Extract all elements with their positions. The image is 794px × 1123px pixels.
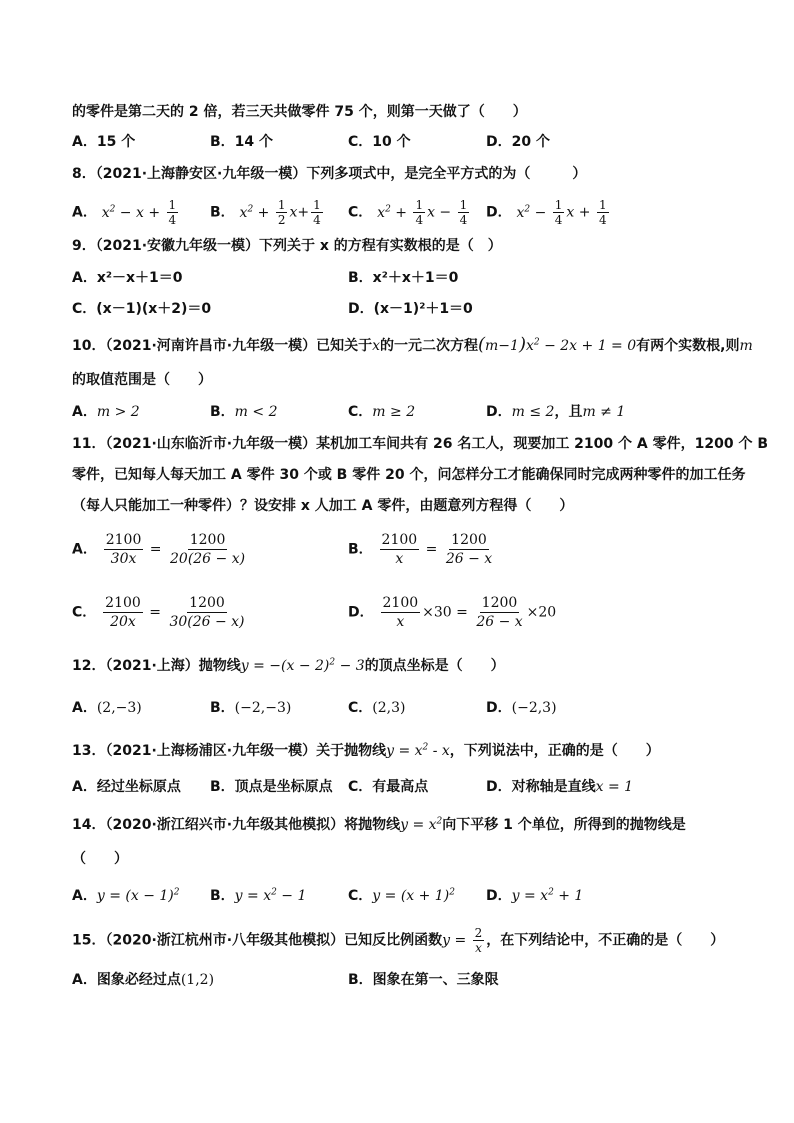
q14-label-d: D． [486, 888, 512, 904]
q10-option-b: B．m < 2 [210, 404, 278, 420]
q12-value-c: (2,3) [372, 700, 406, 716]
fraction: $\frac{1}{4}$ [168, 198, 177, 227]
q8-label-b: B． [210, 204, 235, 221]
q8-option-b: B． $x^2$ + $\frac{1}{2}$ x+ $\frac{1}{4}$ [210, 198, 321, 227]
q15-option-a-text: A．图象必经过点 [72, 972, 181, 988]
q14-option-a: A．$y = (x - 1)^2$ [72, 887, 180, 904]
fraction: $\frac{1}{4}$ [598, 198, 607, 227]
q11-line2: 零件，已知每人每天加工 A 零件 30 个或 B 零件 20 个，问怎样分工才能确保同时完成两种零件的加工任务 [72, 467, 746, 483]
q14-label-c: C． [348, 888, 373, 904]
fraction: $\frac{1200}{26 - x}$ [445, 532, 493, 567]
q15-stem-part-a: 15．（2020·浙江杭州市·八年级其他模拟）已知反比例函数 [72, 932, 443, 949]
q10-option-a: A．m > 2 [72, 404, 140, 420]
fraction: $\frac{1}{4}$ [415, 198, 424, 227]
fraction: $\frac{2100}{30x}$ [105, 532, 142, 567]
q10-label-a: A． [72, 404, 97, 420]
q12-stem-part-b: 的顶点坐标是（ ） [364, 658, 505, 674]
q10-option-c: C．m ≥ 2 [348, 404, 416, 420]
q14-option-b: B．$y = x^2 - 1$ [210, 887, 307, 904]
q10-equation: $(m-1)x^2 - 2x + 1 = 0$ [478, 334, 637, 355]
fraction: $\frac{1}{2}$ [277, 198, 286, 227]
q14-label-b: B． [210, 888, 235, 904]
q7-option-d: D．20 个 [486, 134, 550, 150]
q7-tail: 的零件是第二天的 2 倍，若三天共做零件 75 个，则第一天做了（ ） [72, 104, 527, 120]
q10-label-c: C． [348, 404, 373, 420]
q12-value-b: (−2,−3) [234, 700, 292, 716]
q8-option-c: C． $x^2$ + $\frac{1}{4}$ x − $\frac{1}{4}$ [348, 198, 468, 227]
q8-expr-b: $x^2$ + [239, 203, 274, 221]
q9-option-c: C．(x－1)(x＋2)＝0 [72, 301, 212, 317]
q8-label-a: A． [72, 204, 97, 221]
q12-option-a [72, 698, 142, 718]
q12-label-b: B． [210, 700, 235, 716]
q13-option-b: B．顶点是坐标原点 [210, 779, 333, 795]
q12-option-d [486, 698, 557, 718]
q12-label-a: A． [72, 700, 97, 716]
q15-stem-part-b: ，在下列结论中，不正确的是（ ） [486, 932, 725, 949]
q13-stem-part-b: ，下列说法中，正确的是（ ） [449, 743, 660, 759]
q14-label-a: A． [72, 888, 97, 904]
q10-stem-part-a: 10．（2021·河南许昌市·九年级一模）已知关于 [72, 338, 373, 354]
q8-stem: 8．（2021·上海静安区·九年级一模）下列多项式中，是完全平方式的为（ ） [72, 166, 587, 182]
q12-value-d: (−2,3) [511, 700, 557, 716]
q8-label-c: C． [348, 204, 373, 221]
q10-stem: 10．（2021·河南许昌市·九年级一模）已知关于x的一元二次方程$(m-1)x^2 - 2x + 1 = 0$有两个实数根,则m [72, 334, 753, 355]
q10-stem-line2 [72, 370, 212, 390]
q8-option-d: D． $x^2$ − $\frac{1}{4}$ x + $\frac{1}{4}$ [486, 198, 607, 227]
q12-stem [72, 656, 505, 676]
q7-option-b: B．14 个 [210, 134, 274, 150]
q10-label-d: D． [486, 404, 512, 420]
q12-value-a: (2,−3) [96, 700, 142, 716]
q8-label-d: D． [486, 204, 512, 221]
q12-label-c: C． [348, 700, 373, 716]
q9-option-b: B．x²＋x＋1＝0 [348, 270, 459, 286]
q13-option-d: D．对称轴是直线x = 1 [486, 779, 634, 795]
q10-d-suffix: ，且 [554, 404, 583, 420]
q13-stem [72, 741, 660, 761]
q12-option-b [210, 698, 291, 718]
q11-option-d: D． $\frac{2100}{x}$ ×30 = $\frac{1200}{26 - x}$ ×20 [348, 595, 557, 630]
fraction: $\frac{1}{4}$ [313, 198, 321, 227]
q11-option-a: A． $\frac{2100}{30x}$ = $\frac{1200}{20(26 - x)}$ [72, 532, 246, 567]
q12-label-d: D． [486, 700, 512, 716]
q15-stem [72, 926, 724, 955]
q11-label-d: D． [348, 604, 374, 621]
q14-stem-line2: （ ） [72, 851, 128, 867]
q14-equation: $y = x^2$ [400, 816, 443, 833]
q14-stem-part-a: 14．（2020·浙江绍兴市·九年级其他模拟）将抛物线 [72, 817, 401, 833]
fraction: $\frac{2100}{x}$ [382, 595, 419, 630]
q14-option-c: C．$y = (x + 1)^2$ [348, 887, 455, 904]
q15-option-b: B．图象在第一、三象限 [348, 972, 499, 988]
q12-stem-part-a: 12．（2021·上海）抛物线 [72, 658, 241, 674]
fraction: $\frac{2100}{20x}$ [105, 595, 141, 630]
q15-equation: y = [442, 932, 471, 949]
q13-equation: $y = x^2 - x$ [386, 742, 450, 759]
fraction: $\frac{2}{x}$ [474, 926, 483, 955]
q10-option-d: D．m ≤ 2，且m ≠ 1 [486, 404, 626, 420]
q10-stem-part-c: 有两个实数根,则 [636, 338, 740, 354]
q8-expr-c: $x^2$ + [377, 203, 412, 221]
fraction: $\frac{1200}{20(26 - x)}$ [170, 532, 246, 567]
q10-stem-part-b: 的一元二次方程 [380, 338, 478, 354]
q7-option-a: A．15 个 [72, 134, 136, 150]
q8-expr-a: $x^2 - x$ + [101, 203, 165, 221]
q12-option-c [348, 698, 405, 718]
q13-option-d-text: D．对称轴是直线 [486, 779, 596, 795]
fraction: $\frac{1200}{26 - x}$ [476, 595, 523, 630]
fraction: $\frac{1}{4}$ [459, 198, 468, 227]
q9-option-d: D．(x－1)²＋1＝0 [348, 301, 473, 317]
q13-stem-part-a: 13．（2021·上海杨浦区·九年级一模）关于抛物线 [72, 743, 387, 759]
q10-line2-text: 的取值范围是（ ） [72, 372, 212, 388]
q11-line3: （每人只能加工一种零件）？设安排 x 人加工 A 零件，由题意列方程得（ ） [72, 498, 574, 514]
q8-expr-d: $x^2$ − [516, 203, 551, 221]
fraction: $\frac{1}{4}$ [554, 198, 563, 227]
q11-label-c: C． [72, 604, 97, 621]
fraction: $\frac{2100}{x}$ [381, 532, 418, 567]
q11-label-a: A． [72, 541, 97, 558]
q14-stem [72, 815, 686, 835]
q10-label-b: B． [210, 404, 235, 420]
q15-option-a-value: (1,2) [180, 972, 215, 988]
q14-option-d: D．$y = x^2 + 1$ [486, 887, 584, 904]
q13-option-a: A．经过坐标原点 [72, 779, 181, 795]
fraction: $\frac{1200}{30(26 - x)}$ [169, 595, 245, 630]
q11-label-b: B． [348, 541, 373, 558]
q9-option-a: A．x²－x＋1＝0 [72, 270, 183, 286]
q11-option-b: B． $\frac{2100}{x}$ = $\frac{1200}{26 - x}$ [348, 532, 493, 567]
q9-stem: 9．（2021·安徽九年级一模）下列关于 x 的方程有实数根的是（ ） [72, 238, 502, 254]
q11-line1: 11．（2021·山东临沂市·九年级一模）某机加工车间共有 26 名工人，现要加工 2100 个 A 零件，1200 个 B [72, 436, 768, 452]
q15-option-a [72, 970, 214, 990]
q14-stem-part-b: 向下平移 1 个单位，所得到的抛物线是 [442, 817, 686, 833]
q7-option-c: C．10 个 [348, 134, 411, 150]
q12-equation: $y = -(x - 2)^2 - 3$ [240, 657, 365, 674]
q13-option-c: C．有最高点 [348, 779, 429, 795]
q11-option-c: C． $\frac{2100}{20x}$ = $\frac{1200}{30(26 - x)}$ [72, 595, 245, 630]
q8-option-a [72, 198, 180, 227]
